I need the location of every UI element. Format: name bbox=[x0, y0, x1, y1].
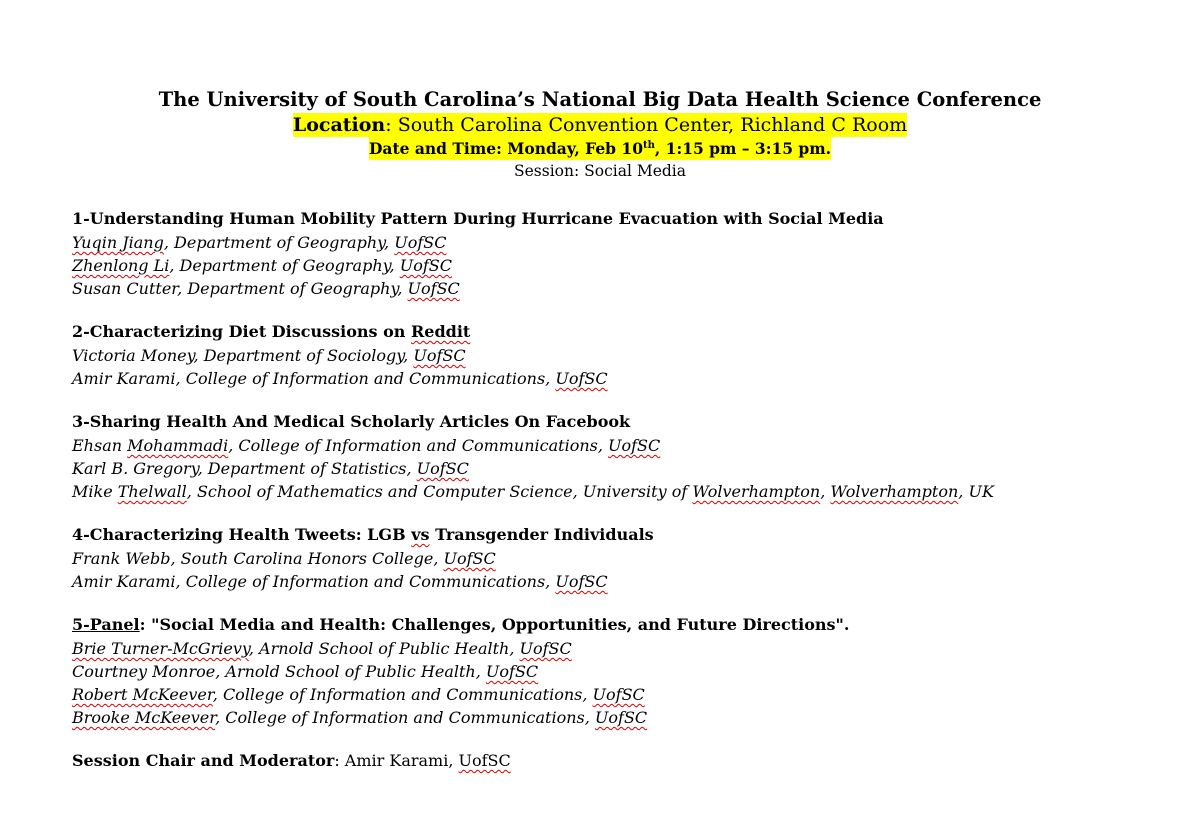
author-line bbox=[72, 434, 1172, 457]
session-name: Session: Social Media bbox=[514, 162, 686, 180]
author-name-first: Ehsan bbox=[72, 436, 128, 455]
author-line bbox=[72, 277, 1172, 300]
author-affiliation: , Department of Geography, bbox=[163, 233, 395, 252]
author-org: UofSC bbox=[407, 279, 460, 298]
author-line bbox=[72, 231, 1172, 254]
talk-2 bbox=[72, 320, 1172, 390]
datetime-suffix: , 1:15 pm – 3:15 pm. bbox=[654, 139, 832, 158]
chair-value: : Amir Karami, bbox=[334, 751, 459, 770]
author-place: Wolverhampton bbox=[830, 482, 959, 501]
author-line bbox=[72, 480, 1172, 503]
conference-title: The University of South Carolina’s National Big Data Health Science Conference bbox=[158, 88, 1042, 111]
panel-title-text: : "Social Media and Health: Challenges, Opportunities, and Future Directions". bbox=[139, 615, 850, 634]
author-affiliation: , College of Information and Communications, bbox=[228, 436, 609, 455]
location-highlight bbox=[293, 113, 907, 137]
talk-title-text: 2-Characterizing Diet Discussions on bbox=[72, 322, 411, 341]
talk-1 bbox=[72, 207, 1172, 300]
document-header bbox=[0, 86, 1200, 182]
author-name: Susan Cutter bbox=[72, 279, 178, 298]
author-name: Brooke McKeever bbox=[72, 708, 216, 727]
author-affiliation: , Department of Geography, bbox=[177, 279, 408, 298]
author-name-last: Mohammadi bbox=[127, 436, 229, 455]
author-org: UofSC bbox=[443, 549, 496, 568]
talk-title: 3-Sharing Health And Medical Scholarly Articles On Facebook bbox=[72, 412, 631, 431]
author-org: UofSC bbox=[592, 685, 645, 704]
author-line bbox=[72, 457, 1172, 480]
session-chair bbox=[72, 749, 1172, 773]
author-name: Karl B. Gregory bbox=[72, 459, 198, 478]
talk-4 bbox=[72, 523, 1172, 593]
chair-label: Session Chair and Moderator bbox=[72, 751, 335, 770]
author-org: UofSC bbox=[394, 233, 447, 252]
author-line bbox=[72, 683, 1172, 706]
author-name-first: Mike bbox=[72, 482, 118, 501]
author-affiliation: , South Carolina Honors College, bbox=[170, 549, 444, 568]
author-affiliation: , Arnold School of Public Health, bbox=[248, 639, 520, 658]
talk-3 bbox=[72, 410, 1172, 503]
author-org: UofSC bbox=[399, 256, 452, 275]
author-org: UofSC bbox=[485, 662, 539, 681]
author-org: UofSC bbox=[555, 572, 608, 591]
author-country: , UK bbox=[958, 482, 994, 501]
author-affiliation: , College of Information and Communications, bbox=[215, 708, 595, 727]
location-line bbox=[0, 113, 1200, 137]
datetime-sup: th bbox=[643, 139, 655, 151]
author-line bbox=[72, 706, 1172, 729]
datetime-prefix: Date and Time: Monday, Feb 10 bbox=[368, 139, 643, 158]
talk-title-word: Reddit bbox=[410, 322, 471, 341]
author-org: UofSC bbox=[555, 369, 608, 388]
author-line bbox=[72, 367, 1172, 390]
location-label: Location bbox=[292, 114, 386, 136]
talk-title-text: Transgender Individuals bbox=[429, 525, 654, 544]
chair-org: UofSC bbox=[458, 751, 511, 770]
author-org: UofSC bbox=[594, 708, 648, 727]
author-org: UofSC bbox=[413, 346, 466, 365]
author-name: Amir Karami bbox=[72, 369, 176, 388]
author-name: Victoria Money bbox=[72, 346, 194, 365]
author-affiliation: , School of Mathematics and Computer Science, University of bbox=[186, 482, 693, 501]
author-affiliation: , Department of Statistics, bbox=[197, 459, 417, 478]
author-affiliation: , Arnold School of Public Health, bbox=[215, 662, 486, 681]
author-name: Courtney Monroe bbox=[72, 662, 216, 681]
author-line bbox=[72, 637, 1172, 660]
author-affiliation: , College of Information and Communications, bbox=[212, 685, 593, 704]
author-affiliation: , Department of Sociology, bbox=[193, 346, 414, 365]
talk-title: 1-Understanding Human Mobility Pattern During Hurricane Evacuation with Social Media bbox=[72, 209, 884, 228]
author-org: UofSC bbox=[519, 639, 572, 658]
author-name: Yuqin Jiang bbox=[72, 233, 164, 252]
author-line bbox=[72, 660, 1172, 683]
author-line bbox=[72, 344, 1172, 367]
author-line bbox=[72, 547, 1172, 570]
author-name-last: Thelwall bbox=[117, 482, 187, 501]
author-org: UofSC bbox=[416, 459, 469, 478]
talk-title bbox=[72, 320, 1172, 344]
author-place: Wolverhampton bbox=[692, 482, 821, 501]
author-line bbox=[72, 570, 1172, 593]
author-org: UofSC bbox=[608, 436, 661, 455]
author-affiliation: , College of Information and Communications, bbox=[175, 572, 556, 591]
talk-title bbox=[72, 523, 1172, 547]
author-affiliation: , College of Information and Communications, bbox=[175, 369, 556, 388]
author-name: Brie Turner-McGrievy bbox=[72, 639, 249, 658]
datetime-line bbox=[0, 137, 1200, 160]
document-body bbox=[72, 207, 1172, 773]
author-name: Robert McKeever bbox=[72, 685, 213, 704]
talk-title-word: vs bbox=[411, 525, 430, 544]
author-separator: , bbox=[820, 482, 831, 501]
datetime-highlight bbox=[369, 137, 831, 160]
author-affiliation: , Department of Geography, bbox=[169, 256, 400, 275]
panel-5 bbox=[72, 613, 1172, 729]
author-name: Frank Webb bbox=[72, 549, 171, 568]
author-name: Amir Karami bbox=[72, 572, 176, 591]
location-value: : South Carolina Convention Center, Richland C Room bbox=[385, 114, 908, 136]
panel-title bbox=[72, 613, 1172, 637]
panel-label: 5-Panel bbox=[72, 615, 140, 634]
author-line bbox=[72, 254, 1172, 277]
talk-title-text: 4-Characterizing Health Tweets: LGB bbox=[72, 525, 412, 544]
author-name: Zhenlong Li bbox=[72, 256, 170, 275]
